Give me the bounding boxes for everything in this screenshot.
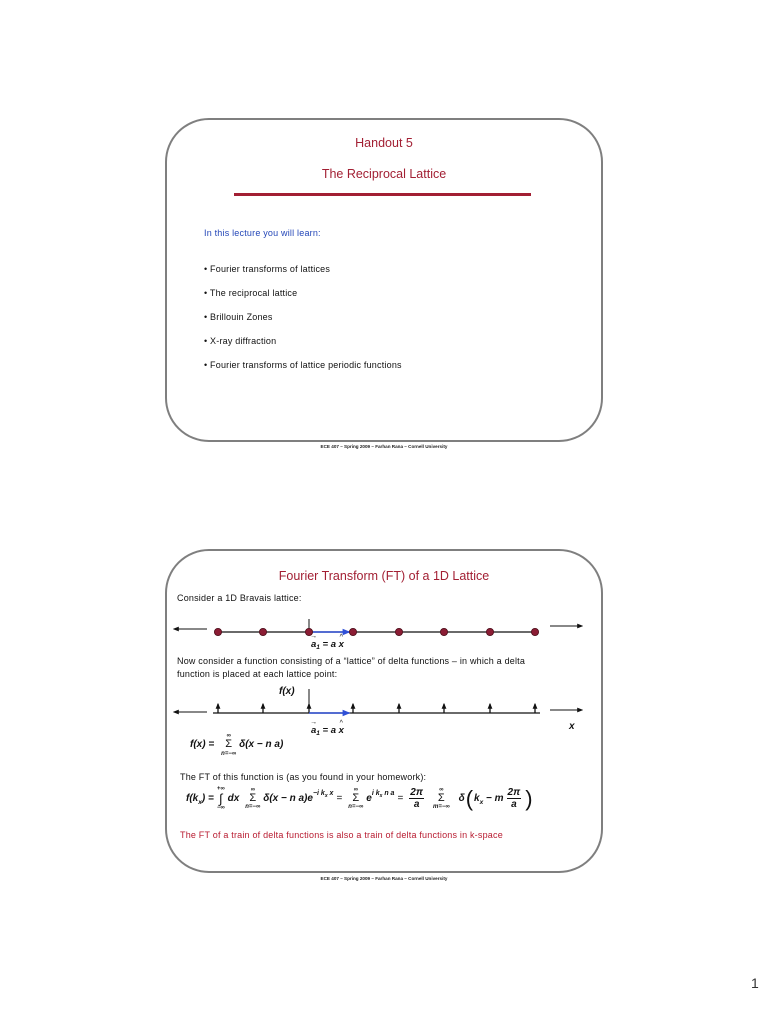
fraction-numerator: 2π: [410, 786, 423, 798]
sum-lower-limit: m=−∞: [432, 804, 450, 811]
bullet-item: • The reciprocal lattice: [204, 288, 298, 298]
unit-hat-accent: ^: [339, 720, 343, 727]
fraction: [409, 787, 424, 811]
sigma-symbol: Σ: [225, 738, 233, 750]
title-underline: [234, 193, 531, 196]
unit-hat-accent: ^: [339, 634, 343, 641]
vector-equals: = a: [319, 725, 339, 736]
integral-operator: [217, 786, 225, 811]
minus-m-term: − m: [483, 793, 504, 804]
unit-vector-x: [338, 634, 344, 650]
unit-symbol: x: [338, 725, 344, 736]
exponential-base: e: [366, 793, 372, 804]
bullet-item: • X-ray diffraction: [204, 336, 277, 346]
unit-vector-x: [338, 720, 344, 736]
slide-1-subtitle: The Reciprocal Lattice: [321, 167, 447, 181]
summation-operator: [221, 733, 236, 757]
vector-subscript: 1: [316, 730, 320, 737]
delta-symbol: δ: [458, 793, 465, 804]
sum-upper-limit: ∞: [353, 786, 358, 793]
equals-sign: =: [397, 793, 404, 804]
x-axis-label: x: [569, 721, 575, 732]
vector-arrow-accent: →: [310, 719, 318, 726]
differential-dx: dx: [227, 793, 240, 804]
exponent: [372, 790, 395, 797]
close-parenthesis: ): [525, 785, 533, 811]
integral-symbol: ∫: [218, 791, 223, 806]
lattice-point: [214, 628, 221, 635]
exponent: [313, 790, 334, 797]
sigma-symbol: Σ: [352, 791, 360, 804]
summation-operator: [433, 787, 450, 811]
lattice-point: [486, 628, 493, 635]
wavevector-symbol: k: [474, 793, 480, 804]
integral-upper-limit: +∞: [216, 786, 225, 792]
vector-symbol: a: [311, 639, 317, 650]
exponent-subscript: x: [379, 793, 383, 799]
ft-lhs-subscript: x: [198, 799, 202, 806]
lattice-vector-label: [310, 633, 344, 651]
sum-lower-limit: n=−∞: [245, 804, 261, 811]
bullet-item: • Fourier transforms of lattices: [204, 264, 331, 274]
wavevector-subscript: x: [479, 799, 484, 806]
bullet-item: • Brillouin Zones: [204, 312, 273, 322]
exponent-subscript: x: [324, 793, 328, 799]
exponential-sum-term: [366, 790, 395, 804]
slide-1-title: Handout 5: [355, 136, 413, 150]
fraction-numerator: 2π: [507, 786, 521, 798]
summation-operator: [348, 787, 363, 811]
ft-intro-text: The FT of this function is (as you found in your homework):: [180, 772, 427, 782]
fraction: [507, 787, 522, 811]
vector-subscript: 1: [316, 644, 320, 651]
description-line-1: Now consider a function consisting of a “lattice” of delta functions – in which a delta: [177, 656, 526, 666]
delta-train-lhs: f(x) =: [190, 739, 215, 751]
bullet-item: • Fourier transforms of lattice periodic functions: [204, 360, 402, 370]
sum-lower-limit: n=−∞: [348, 804, 364, 811]
ft-integrand: [263, 790, 334, 804]
fraction-denominator: a: [511, 799, 517, 810]
description-line-2: function is placed at each lattice point:: [177, 669, 338, 679]
learning-intro: In this lecture you will learn:: [204, 228, 321, 238]
lattice-point: [259, 628, 266, 635]
sum-upper-limit: ∞: [250, 786, 255, 793]
exponent-part: x: [327, 790, 334, 797]
equals-sign: =: [336, 793, 343, 804]
sigma-symbol: Σ: [249, 791, 257, 804]
vector-symbol: a: [311, 725, 317, 736]
sum-upper-limit: ∞: [226, 733, 231, 739]
lattice-vector-label: [310, 719, 344, 737]
delta-train-formula: [190, 733, 283, 757]
unit-symbol: x: [338, 639, 344, 650]
delta-function-train-diagram: [174, 689, 582, 713]
ft-lhs: [186, 793, 214, 804]
slide-2-footer: ECE 407 – Spring 2009 – Farhan Rana – Cornell University: [320, 876, 448, 881]
sum-upper-limit: ∞: [439, 786, 444, 793]
delta-exponential-term: δ(x − n a)e: [263, 793, 313, 804]
fraction-denominator: a: [413, 799, 420, 810]
vector-arrow-accent: →: [310, 633, 318, 640]
lattice-point: [440, 628, 447, 635]
lattice-intro-text: Consider a 1D Bravais lattice:: [177, 593, 302, 603]
slide-1-footer: ECE 407 – Spring 2009 – Farhan Rana – Cornell University: [320, 444, 448, 449]
wavevector-term: [474, 793, 503, 804]
ft-lhs-close: ) =: [201, 793, 214, 804]
open-parenthesis: (: [465, 785, 474, 811]
delta-train-body: δ(x − n a): [239, 739, 284, 751]
function-label: f(x): [279, 686, 295, 697]
vector-equals: = a: [319, 639, 339, 650]
conclusion-text: The FT of a train of delta functions is also a train of delta functions in k-space: [180, 830, 503, 840]
integral-lower-limit: −∞: [216, 805, 225, 811]
slide-2-title: Fourier Transform (FT) of a 1D Lattice: [278, 569, 490, 583]
page-number: 1: [751, 975, 759, 991]
exponent-part: i k: [371, 790, 380, 797]
lattice-point: [349, 628, 356, 635]
lattice-point: [531, 628, 538, 635]
sum-lower-limit: n=−∞: [221, 750, 237, 757]
lattice-point: [395, 628, 402, 635]
exponent-part: n a: [382, 790, 395, 797]
bravais-lattice-diagram: [174, 619, 582, 636]
exponent-part: −i k: [312, 790, 325, 797]
summation-operator: [245, 787, 260, 811]
fourier-transform-formula: [186, 786, 534, 811]
ft-lhs-function: f(k: [186, 793, 199, 804]
sigma-symbol: Σ: [437, 791, 445, 804]
